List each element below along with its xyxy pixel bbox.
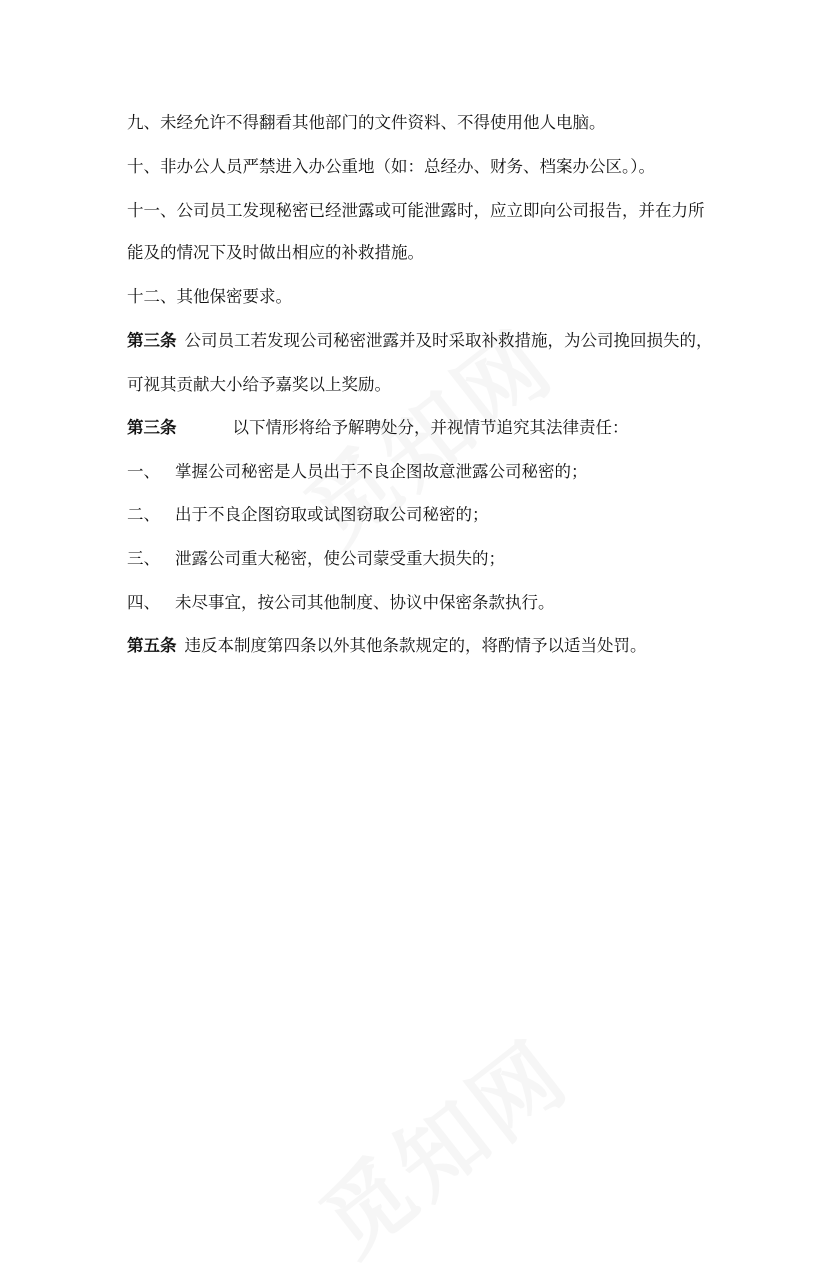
article-text: 以下情形将给予解聘处分，并视情节追究其法律责任：: [232, 418, 629, 437]
list-text: 出于不良企图窃取或试图窃取公司秘密的；: [175, 505, 489, 524]
list-text: 未尽事宜，按公司其他制度、协议中保密条款执行。: [175, 593, 555, 612]
list-text: 泄露公司重大秘密，使公司蒙受重大损失的；: [175, 549, 505, 568]
list-item-3: [127, 549, 505, 569]
article-text: 公司员工若发现公司秘密泄露并及时采取补救措施，为公司挽回损失的，: [184, 331, 713, 350]
list-number: 一、: [127, 462, 160, 481]
list-text: 掌握公司秘密是人员出于不良企图故意泄露公司秘密的；: [175, 462, 588, 481]
watermark: [291, 1007, 591, 1279]
article-heading: 第五条: [127, 636, 177, 655]
clause-11-line-1: 十一、公司员工发现秘密已经泄露或可能泄露时，应立即向公司报告，并在力所: [127, 201, 705, 220]
list-number: 四、: [127, 593, 160, 612]
article-3-dismissal: [127, 418, 629, 438]
article-3-reward-line-1: [127, 331, 713, 351]
article-5: [127, 636, 647, 656]
list-item-2: [127, 505, 489, 525]
list-number: 二、: [127, 505, 160, 524]
list-item-4: [127, 593, 555, 613]
list-item-1: [127, 462, 588, 482]
clause-9: 九、未经允许不得翻看其他部门的文件资料、不得使用他人电脑。: [127, 113, 606, 132]
article-heading: 第三条: [127, 331, 177, 350]
clause-11-line-2: 能及的情况下及时做出相应的补救措施。: [127, 243, 424, 262]
article-text: 违反本制度第四条以外其他条款规定的，将酌情予以适当处罚。: [184, 636, 647, 655]
list-number: 三、: [127, 549, 160, 568]
article-heading: 第三条: [127, 418, 177, 437]
article-3-reward-line-2: 可视其贡献大小给予嘉奖以上奖励。: [127, 375, 391, 394]
clause-10: 十、非办公人员严禁进入办公重地（如：总经办、财务、档案办公区。）。: [127, 157, 655, 176]
clause-12: 十二、其他保密要求。: [127, 287, 292, 306]
